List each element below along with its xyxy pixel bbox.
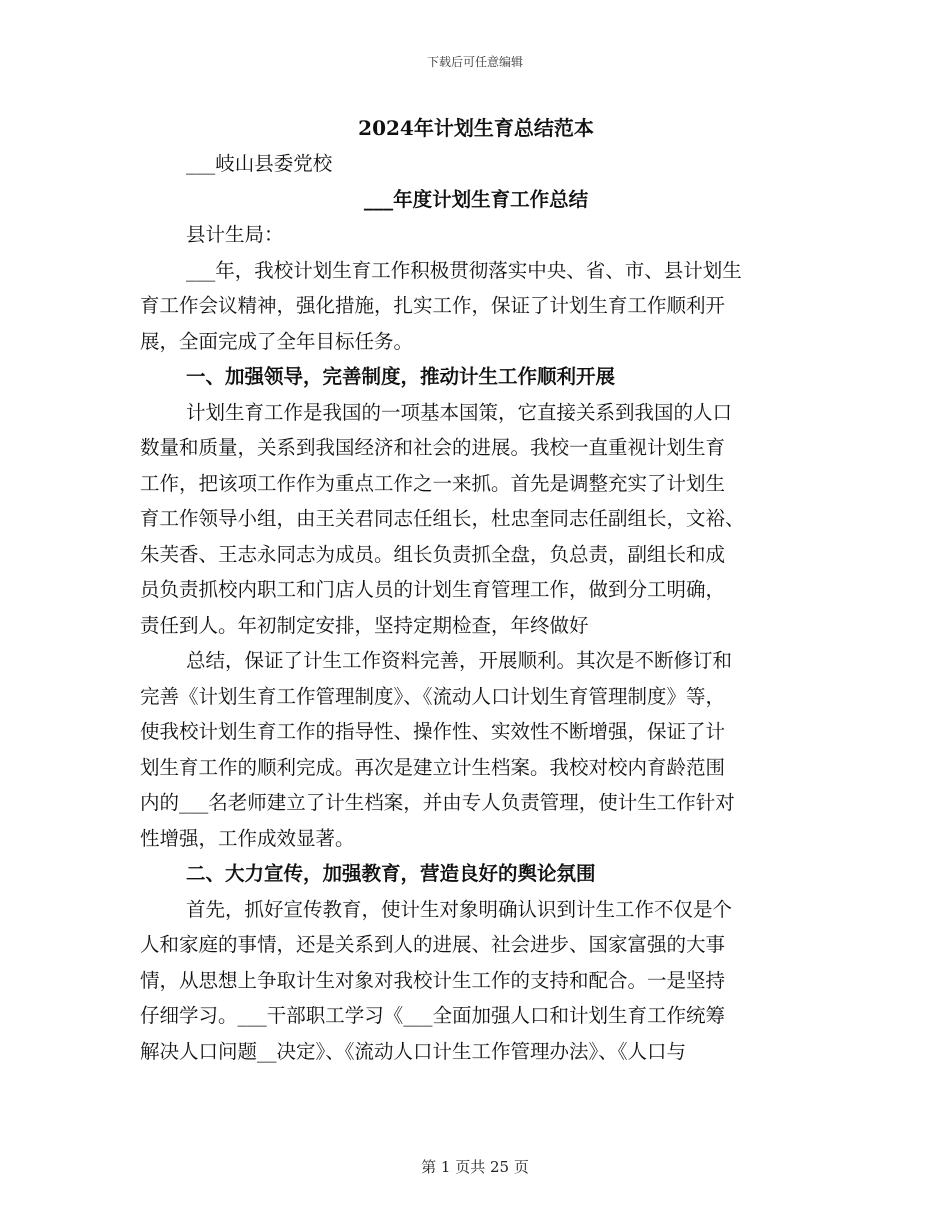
paragraph-line: 工作，把该项工作作为重点工作之一来抓。首先是调整充实了计划生 [140,471,726,495]
paragraph-line: 首先，抓好宣传教育，使计生对象明确认识到计生工作不仅是个 [186,897,733,921]
paragraph-line: ___年，我校计划生育工作积极贯彻落实中央、省、市、县计划生 [186,258,742,282]
page-header: 下载后可任意编辑 [426,55,523,69]
section-heading-2: 二、大力宣传，加强教育，营造良好的舆论氛围 [186,862,596,885]
paragraph-line: 数量和质量，关系到我国经济和社会的进展。我校一直重视计划生育 [140,436,726,459]
salutation: 县计生局： [186,223,284,246]
paragraph-line: 员负责抓校内职工和门店人员的计划生育管理工作，做到分工明确， [140,578,726,601]
paragraph-line: 人和家庭的事情，还是关系到人的进展、社会进步、国家富强的大事 [140,933,726,956]
paragraph-line: 朱芙香、王志永同志为成员。组长负责抓全盘，负总责，副组长和成 [140,542,726,566]
paragraph-line: 育工作领导小组，由王关君同志任组长，杜忠奎同志任副组长，文裕、 [140,507,745,530]
section1-paragraph-1 [140,395,812,644]
paragraph-line: 情，从思想上争取计生对象对我校计生工作的支持和配合。一是坚持 [140,968,726,992]
paragraph-line: 展，全面完成了全年目标任务。 [140,329,414,353]
section1-paragraph-2 [140,643,812,856]
intro-paragraph [140,253,812,360]
paragraph-line: 责任到人。年初制定安排，坚持定期检查，年终做好 [140,613,589,637]
section2-paragraph-1 [140,892,812,1070]
section-heading-1: 一、加强领导，完善制度，推动计生工作顺利开展 [186,365,616,388]
document-body [140,110,812,1069]
paragraph-line: 计划生育工作是我国的一项基本国策，它直接关系到我国的人口 [186,400,733,424]
document-title: 2024年计划生育总结范本 [358,116,594,140]
paragraph-line: 使我校计划生育工作的指导性、操作性、实效性不断增强，保证了计 [140,720,726,743]
paragraph-line: 育工作会议精神，强化措施，扎实工作，保证了计划生育工作顺利开 [140,294,726,317]
paragraph-line: 划生育工作的顺利完成。再次是建立计生档案。我校对校内育龄范围 [140,755,726,779]
paragraph-line: 内的___名老师建立了计生档案，并由专人负责管理，使计生工作针对 [140,791,735,814]
paragraph-line: 性增强，工作成效显著。 [140,826,355,850]
organization-line: ___岐山县委党校 [186,152,333,175]
paragraph-line: 解决人口问题__决定》、《流动人口计生工作管理办法》、《人口与 [140,1039,687,1063]
document-subtitle: ___年度计划生育工作总结 [363,187,589,211]
paragraph-line: 仔细学习。___干部职工学习《___全面加强人口和计划生育工作统筹 [140,1004,726,1027]
paragraph-line: 总结，保证了计生工作资料完善，开展顺利。其次是不断修订和 [186,649,733,672]
page-footer: 第 1 页共 25 页 [421,1158,529,1176]
paragraph-line: 完善《计划生育工作管理制度》、《流动人口计划生育管理制度》等， [140,684,726,708]
